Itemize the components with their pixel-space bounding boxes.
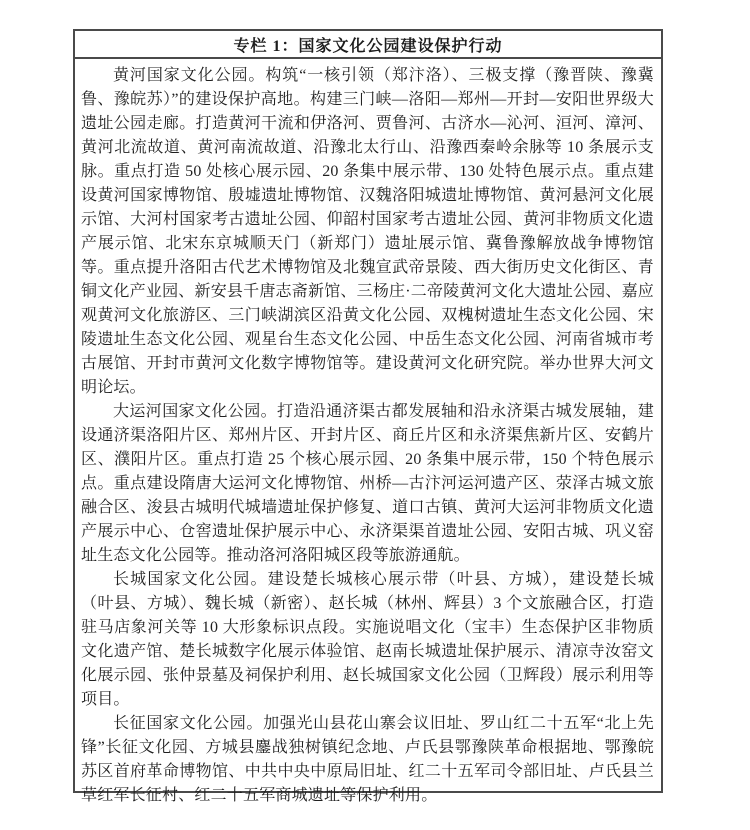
paragraph-long-march-park: 长征国家文化公园。加强光山县花山寨会议旧址、罗山红二十五军“北上先锋”长征文化园、方城县鏖战独树镇纪念地、卢氏县鄂豫陕革命根据地、鄂豫皖苏区首府革命博物馆、中共中央中原局旧址、红二十五军司令部旧址、卢氏县兰草红军长征村、红二十五军商城遗址等保护利用。 [81, 715, 654, 804]
special-column-box [73, 29, 663, 804]
box-title-row [75, 31, 661, 59]
box-title: 专栏 1：国家文化公园建设保护行动 [233, 37, 503, 55]
paragraph-grand-canal-park: 大运河国家文化公园。打造沿通济渠古都发展轴和沿永济渠古城发展轴，建设通济渠洛阳片区、郑州片区、开封片区、商丘片区和永济渠焦新片区、安鹤片区、濮阳片区。重点打造 25 个核心展示园、20 条集中展示带，150 个特色展示点。重点建设隋唐大运河文化博物馆、州桥—古汴河运河遗产区、荥泽古城文旅融合区、浚县古城明代城墙遗址保护修复、道口古镇、黄河大运河非物质文化遗产展示中心、仓窖遗址保护展示中心、永济渠渠首遗址公园、安阳古城、巩义窑址生态文化公园等。推动洛河洛阳城区段等旅游通航。 [81, 403, 654, 564]
box-body [75, 59, 661, 808]
paragraph-yellow-river-park: 黄河国家文化公园。构筑“一核引领（郑汴洛）、三极支撑（豫晋陕、豫冀鲁、豫皖苏）”的建设保护高地。构建三门峡—洛阳—郑州—开封—安阳世界级大遗址公园走廊。打造黄河干流和伊洛河、贾鲁河、古济水—沁河、洹河、漳河、黄河北流故道、黄河南流故道、沿豫北太行山、沿豫西秦岭余脉等 10 条展示支脉。重点打造 50 处核心展示园、20 条集中展示带、130 处特色展示点。重点建设黄河国家博物馆、殷墟遗址博物馆、汉魏洛阳城遗址博物馆、黄河悬河文化展示馆、大河村国家考古遗址公园、仰韶村国家考古遗址公园、黄河非物质文化遗产展示馆、北宋东京城顺天门（新郑门）遗址展示馆、冀鲁豫解放战争博物馆等。重点提升洛阳古代艺术博物馆及北魏宣武帝景陵、西大街历史文化街区、青铜文化产业园、新安县千唐志斋新馆、三杨庄·二帝陵黄河文化大遗址公园、嘉应观黄河文化旅游区、三门峡湖滨区沿黄文化公园、双槐树遗址生态文化公园、宋陵遗址生态文化公园、观星台生态文化公园、中岳生态文化公园、河南省城市考古展馆、开封市黄河文化数字博物馆等。建设黄河文化研究院。举办世界大河文明论坛。 [81, 67, 654, 396]
paragraph-great-wall-park: 长城国家文化公园。建设楚长城核心展示带（叶县、方城），建设楚长城（叶县、方城）、魏长城（新密）、赵长城（林州、辉县）3 个文旅融合区，打造驻马店象河关等 10 大形象标识点段。实施说唱文化（宝丰）生态保护区非物质文化遗产馆、楚长城数字化展示体验馆、赵南长城遗址保护展示、清凉寺汝窑文化展示园、张仲景墓及祠保护利用、赵长城国家文化公园（卫辉段）展示利用等项目。 [81, 571, 654, 708]
